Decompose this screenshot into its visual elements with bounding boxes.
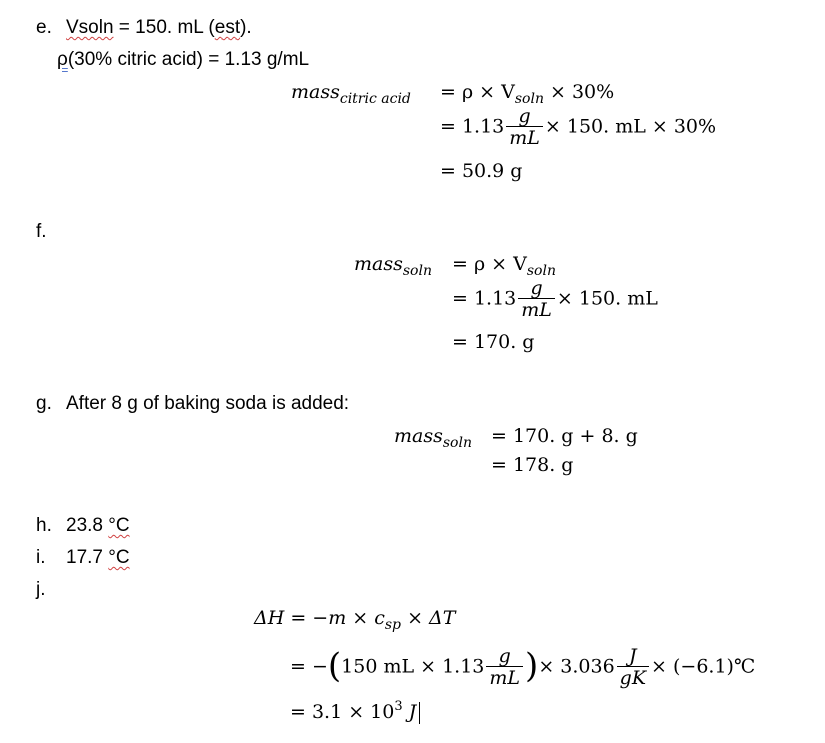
eq-f-line1	[452, 252, 556, 278]
eq-text: = 170. g	[452, 331, 535, 353]
text-cursor	[419, 702, 420, 724]
frac-num: g	[518, 278, 555, 299]
eq-g-line1	[491, 424, 638, 448]
eq-g-lhs	[394, 424, 472, 450]
eq-e-line2	[440, 106, 716, 149]
frac-den: mL	[489, 667, 521, 689]
eq-text: = 170. g + 8. g	[491, 425, 638, 447]
item-e-line1	[36, 16, 252, 40]
eq-text: × (−6.1)℃	[651, 655, 756, 678]
eq-j-line1	[254, 606, 455, 632]
eq-text: × 30%	[543, 81, 615, 103]
eq-text: × 150. mL × 30%	[544, 115, 717, 138]
eq-subscript: soln	[514, 91, 544, 107]
eq-e-line1	[440, 80, 614, 106]
eq-text: = 1.13	[452, 287, 517, 310]
item-h-line	[36, 514, 130, 538]
item-g-line	[36, 392, 349, 416]
mass-symbol: mass	[291, 81, 340, 103]
eq-j-line3	[290, 700, 420, 727]
item-h-value: 23.8	[66, 515, 109, 536]
eq-f-line3	[452, 330, 534, 354]
item-i-line	[36, 546, 130, 570]
frac-num: J	[617, 646, 649, 667]
item-i-unit: °C	[108, 547, 130, 568]
mass-subscript: soln	[442, 435, 472, 451]
item-i-label: i.	[36, 547, 46, 568]
frac-den: gK	[619, 667, 647, 689]
frac-num: g	[486, 646, 523, 667]
item-e-label: e.	[36, 17, 52, 38]
item-i-value: 17.7	[66, 547, 109, 568]
eq-text: × 150. mL	[556, 287, 658, 310]
rho-symbol: ρ	[57, 49, 68, 70]
eq-text: 150 mL × 1.13	[341, 655, 485, 678]
frac-num: g	[506, 106, 543, 127]
item-f-label: f.	[36, 221, 47, 242]
eq-g-line2	[491, 453, 573, 477]
fraction-g-per-ml	[486, 646, 523, 689]
fraction-g-per-ml	[518, 278, 555, 321]
mass-symbol: mass	[354, 253, 403, 275]
item-e-line2	[57, 48, 309, 72]
eq-text: = ρ × V	[452, 253, 527, 275]
item-h-unit: °C	[108, 515, 130, 536]
eq-text: × 3.036	[538, 655, 615, 678]
eq-text: = 3.1 × 10	[290, 701, 395, 723]
est-term: est	[214, 17, 241, 38]
eq-text: = ρ × V	[440, 81, 515, 103]
mass-subscript: soln	[402, 263, 432, 279]
paren-open: (	[327, 645, 342, 686]
eq-subscript: sp	[384, 617, 402, 633]
vsoln-term: Vsoln	[66, 17, 114, 38]
frac-den: mL	[509, 127, 540, 149]
eq-text: = 1.13	[440, 115, 505, 138]
eq-text: = 50.9 g	[440, 160, 523, 182]
item-g-text: After 8 g of baking soda is added:	[66, 393, 350, 414]
fraction-g-per-ml	[506, 106, 543, 149]
eq-superscript: 3	[394, 699, 403, 714]
item-h-label: h.	[36, 515, 52, 536]
eq-subscript: soln	[526, 263, 556, 279]
eq-text: = −	[290, 655, 328, 678]
eq-text: = 178. g	[491, 454, 574, 476]
eq-f-line2	[452, 278, 658, 321]
vsoln-value: = 150. mL (	[113, 17, 215, 38]
vsoln-close: ).	[240, 17, 252, 38]
mass-symbol: mass	[394, 425, 443, 447]
eq-j-line2	[290, 646, 755, 689]
frac-den: mL	[521, 299, 552, 321]
paren-close: )	[525, 645, 539, 686]
eq-text: ΔH = −m × c	[254, 607, 385, 629]
eq-e-line3	[440, 159, 522, 183]
fraction-j-per-gk	[617, 646, 649, 689]
eq-e-lhs	[291, 80, 411, 106]
mass-subscript: citric acid	[339, 91, 411, 107]
eq-f-lhs	[354, 252, 432, 278]
item-g-label: g.	[36, 393, 52, 414]
eq-text: × ΔT	[401, 607, 456, 629]
density-statement: (30% citric acid) = 1.13 g/mL	[67, 49, 310, 70]
eq-text: J	[402, 701, 417, 723]
item-j-label: j.	[36, 579, 46, 600]
